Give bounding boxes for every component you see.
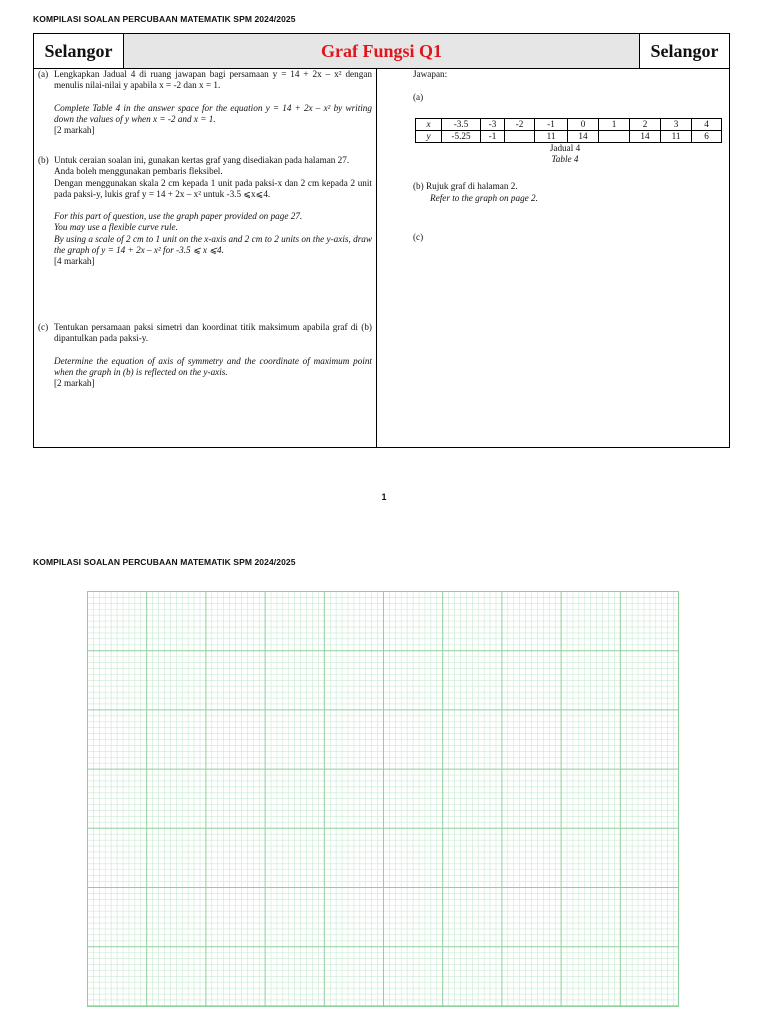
table-cell-x: -2 (505, 119, 535, 131)
graph-paper[interactable] (87, 591, 679, 1007)
table-cell-y: -5.25 (442, 131, 481, 143)
table-cell-x: -3 (481, 119, 505, 131)
answer-b-malay: Rujuk graf di halaman 2. (426, 181, 518, 191)
question-b-english-2: You may use a flexible curve rule. (54, 222, 178, 233)
question-a-english: Complete Table 4 in the answer space for the equation y = 14 + 2x – x² by writing down the values of y when x = -2 and x = 1. (54, 102, 372, 124)
title-bar (34, 34, 729, 69)
question-c-malay: Tentukan persamaan paksi simetri dan koordinat titik maksimum apabila graf di (b) dipantulkan pada paksi-y. (54, 322, 372, 344)
table-cell-y: 14 (568, 131, 599, 143)
question-a-label: (a) (38, 69, 49, 79)
page-header-2: KOMPILASI SOALAN PERCUBAAN MATEMATIK SPM 2024/2025 (33, 557, 296, 567)
table-caption-malay: Jadual 4 (549, 143, 581, 153)
question-b-marks: [4 markah] (54, 256, 95, 267)
question-a-malay: Lengkapkan Jadual 4 di ruang jawapan bagi persamaan y = 14 + 2x – x² dengan menulis nilai-nilai y apabila x = -2 dan x = 1. (54, 69, 372, 91)
question-b-malay-2: Anda boleh menggunakan pembaris fleksibel. (54, 166, 223, 177)
state-label-right: Selangor (639, 34, 729, 68)
answer-heading: Jawapan: (413, 69, 448, 79)
question-c-marks: [2 markah] (54, 378, 95, 389)
answer-column (377, 69, 729, 447)
table-cell-x: -3.5 (442, 119, 481, 131)
question-column (34, 69, 377, 447)
answer-c-label: (c) (413, 232, 424, 242)
table-cell-y: 6 (692, 131, 722, 143)
answer-b-label: (b) (413, 181, 424, 191)
question-b-malay-3: Dengan menggunakan skala 2 cm kepada 1 unit pada paksi-x dan 2 cm kepada 2 unit pada paksi-y, lukis graf y = 14 + 2x – x² untuk -3.5 ⩽x⩽4. (54, 177, 372, 199)
question-b (38, 155, 372, 268)
table-row-x (416, 119, 722, 131)
question-a-marks: [2 markah] (54, 125, 95, 136)
table-cell-y-blank[interactable] (599, 131, 630, 143)
page-number: 1 (381, 492, 387, 502)
table-cell-x: -1 (535, 119, 568, 131)
table-header-x: x (416, 119, 442, 131)
table-cell-x: 3 (661, 119, 692, 131)
table-cell-y: -1 (481, 131, 505, 143)
question-b-label: (b) (38, 155, 49, 165)
answer-b (413, 181, 518, 192)
question-c (38, 322, 372, 389)
table-cell-x: 1 (599, 119, 630, 131)
question-title: Graf Fungsi Q1 (124, 34, 639, 68)
question-b-english-1: For this part of question, use the graph paper provided on page 27. (54, 211, 303, 222)
table-cell-y: 11 (661, 131, 692, 143)
table-cell-x: 4 (692, 119, 722, 131)
answer-a-label: (a) (413, 92, 424, 102)
question-a (38, 69, 372, 136)
table-row-y (416, 131, 722, 143)
table-cell-x: 2 (630, 119, 661, 131)
question-c-label: (c) (38, 322, 49, 332)
table-header-y: y (416, 131, 442, 143)
state-label-left: Selangor (34, 34, 124, 68)
answer-b-english: Refer to the graph on page 2. (430, 193, 538, 203)
values-table (415, 118, 722, 143)
question-c-english: Determine the equation of axis of symmetry and the coordinate of maximum point when the graph in (b) is reflected on the y-axis. (54, 355, 372, 377)
page-header: KOMPILASI SOALAN PERCUBAAN MATEMATIK SPM 2024/2025 (33, 14, 296, 24)
table-cell-y: 11 (535, 131, 568, 143)
question-b-english-3: By using a scale of 2 cm to 1 unit on the x-axis and 2 cm to 2 units on the y-axis, draw the graph of y = 14 + 2x – x² for -3.5 ⩽ x ⩽4. (54, 233, 372, 256)
table-cell-y: 14 (630, 131, 661, 143)
table-cell-y-blank[interactable] (505, 131, 535, 143)
table-caption-english: Table 4 (551, 154, 579, 164)
question-b-malay-1: Untuk ceraian soalan ini, gunakan kertas graf yang disediakan pada halaman 27. (54, 155, 350, 165)
table-cell-x: 0 (568, 119, 599, 131)
question-frame (33, 33, 730, 448)
